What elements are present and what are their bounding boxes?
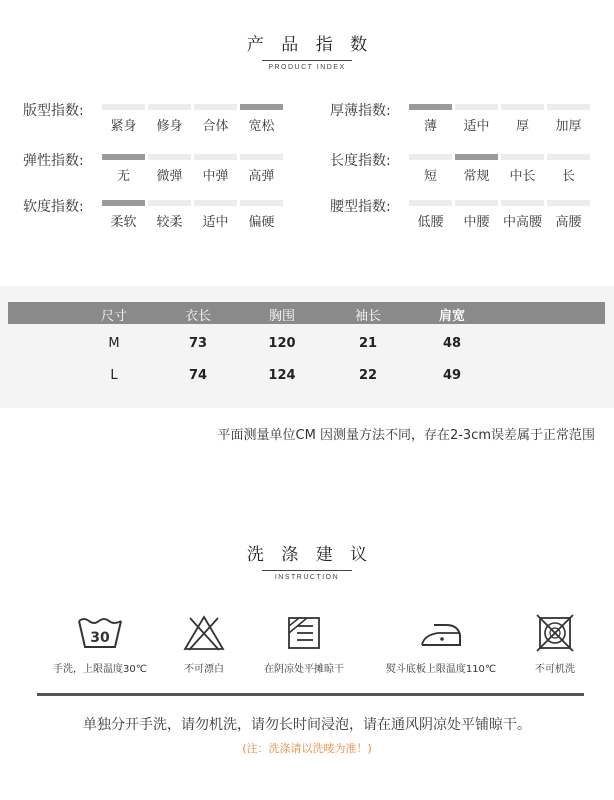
size-table-header [8,302,605,324]
index-options [102,165,283,184]
index-level-segment [409,154,452,160]
index-level-segment [240,154,283,160]
index-level-segment [455,154,498,160]
index-row-elasticity [23,150,293,190]
cell-length: 74 [188,368,208,383]
index-option: 中长 [509,169,536,184]
iron-110-icon [418,617,464,649]
product-index-title [0,30,614,71]
index-option: 微弹 [156,169,183,184]
index-label: 软度指数: [23,199,84,215]
index-option: 短 [423,169,437,184]
cell-sleeve: 22 [358,368,378,383]
index-option: 修身 [156,119,183,134]
index-options [102,115,283,134]
no-machine-wash-icon [536,614,574,652]
cell-shoulder: 49 [442,368,462,383]
index-level-segment [240,104,283,110]
title-underline [262,570,352,571]
index-level-bar [102,200,283,206]
cell-size: L [110,368,118,383]
index-option: 长 [561,169,575,184]
index-level-segment [102,200,145,206]
washing-disclaimer: (注：洗涤请以洗唛为准！) [242,742,372,755]
cell-sleeve: 21 [358,336,378,351]
hand-wash-30-icon [76,615,124,651]
index-option: 薄 [423,119,437,134]
index-level-segment [240,200,283,206]
washing-title-cn: 洗 涤 建 议 [246,545,374,565]
header-length: 衣长 [184,309,211,324]
index-option: 合体 [202,119,229,134]
header-chest: 胸围 [268,309,295,324]
index-level-bar [102,154,283,160]
index-option: 高腰 [555,215,582,230]
index-row-length [330,150,600,190]
index-level-bar [409,200,590,206]
cell-shoulder: 48 [442,336,462,351]
index-options [409,211,590,230]
header-sleeve: 袖长 [354,309,381,324]
index-level-segment [455,200,498,206]
index-option: 中高腰 [502,215,542,230]
index-option: 低腰 [417,215,444,230]
product-index-title-en: PRODUCT INDEX [268,64,346,71]
care-item-dry-flat [248,612,360,675]
care-caption: 不可漂白 [184,664,224,675]
care-caption: 熨斗底板上限温度110℃ [385,664,497,675]
index-options [102,211,283,230]
index-level-segment [194,154,237,160]
size-table [0,286,614,408]
cell-chest: 124 [268,368,296,383]
index-level-bar [409,154,590,160]
index-option: 宽松 [248,119,275,134]
index-option: 适中 [202,215,229,230]
care-caption: 不可机洗 [535,664,575,675]
index-option: 常规 [463,169,490,184]
index-option: 柔软 [110,215,137,230]
index-level-bar [102,104,283,110]
index-option: 偏硬 [248,215,275,230]
index-row-fit [23,100,293,140]
index-level-segment [194,104,237,110]
index-option: 加厚 [555,119,582,134]
washing-title [0,540,614,581]
cell-chest: 120 [268,336,296,351]
care-item-iron [372,612,510,675]
index-level-segment [501,154,544,160]
care-caption: 手洗，上限温度30℃ [53,664,147,675]
measurement-note: 平面测量单位CM 因测量方法不同，存在2-3cm误差属于正常范围 [217,428,595,443]
care-caption: 在阴凉处平摊晾干 [264,664,344,675]
index-level-segment [148,104,191,110]
cell-length: 73 [188,336,208,351]
index-level-segment [194,200,237,206]
index-level-segment [102,104,145,110]
header-size: 尺寸 [100,309,127,324]
index-level-segment [102,154,145,160]
index-level-segment [409,104,452,110]
index-level-segment [547,200,590,206]
cell-size: M [108,336,120,351]
index-row-softness [23,196,293,236]
title-underline [262,60,352,61]
index-level-segment [148,154,191,160]
index-option: 无 [116,169,130,184]
index-level-segment [409,200,452,206]
wash-temp-label: 30 [90,630,110,646]
washing-advice: 单独分开手洗，请勿机洗，请勿长时间浸泡，请在通风阴凉处平铺晾干。 [83,717,531,733]
index-level-segment [148,200,191,206]
index-level-segment [547,104,590,110]
index-option: 中弹 [202,169,229,184]
product-index-title-cn: 产 品 指 数 [246,35,374,55]
index-row-waist [330,196,600,236]
shade-dry-flat-icon [287,616,321,650]
index-label: 版型指数: [23,103,84,119]
section-divider [37,693,584,696]
index-level-segment [455,104,498,110]
index-options [409,115,590,134]
index-label: 弹性指数: [23,153,84,169]
index-options [409,165,590,184]
no-bleach-icon [182,614,226,652]
index-option: 紧身 [110,119,137,134]
washing-title-en: INSTRUCTION [274,574,340,581]
care-item-no-bleach [172,612,236,675]
index-level-bar [409,104,590,110]
index-level-segment [501,200,544,206]
index-label: 长度指数: [330,153,391,169]
care-item-no-machine-wash [524,612,586,675]
index-label: 厚薄指数: [330,103,391,119]
index-level-segment [501,104,544,110]
index-option: 较柔 [156,215,183,230]
index-option: 中腰 [463,215,490,230]
header-shoulder: 肩宽 [438,309,465,324]
index-option: 适中 [463,119,490,134]
index-option: 厚 [515,119,529,134]
index-row-thickness [330,100,600,140]
index-label: 腰型指数: [330,199,391,215]
index-option: 高弹 [248,169,275,184]
index-level-segment [547,154,590,160]
care-item-hand-wash [40,612,160,675]
